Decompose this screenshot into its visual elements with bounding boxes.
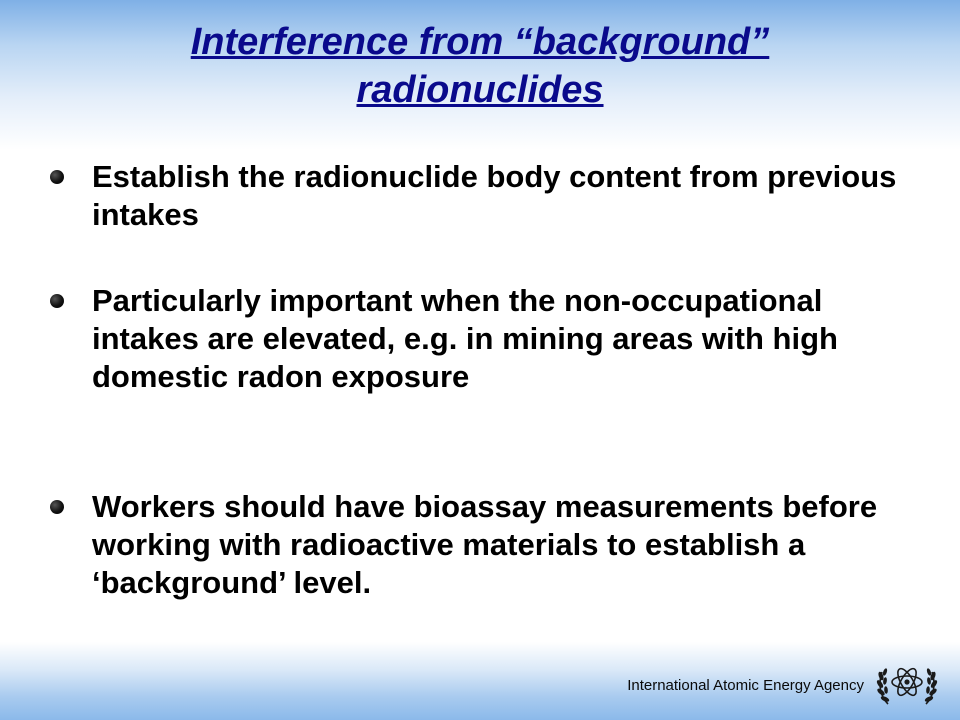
slide-title — [80, 18, 880, 114]
bullet-text: Particularly important when the non-occupational intakes are elevated, e.g. in mining areas with high domestic radon exposure — [92, 283, 838, 394]
slide-title-line-2: radionuclides — [356, 69, 604, 111]
bullet-dot-icon — [50, 500, 64, 514]
slide-title-line-1: Interference from “background” — [190, 21, 770, 63]
footer-organization-name: International Atomic Energy Agency — [627, 677, 864, 694]
bullet-dot-icon — [50, 170, 64, 184]
iaea-atom-laurel-icon — [874, 654, 940, 710]
bullet-dot-icon — [50, 294, 64, 308]
bullet-text: Establish the radionuclide body content from previous intakes — [92, 159, 897, 232]
bullet-text: Workers should have bioassay measurements before working with radioactive materials to establish a ‘background’ level. — [92, 489, 878, 600]
